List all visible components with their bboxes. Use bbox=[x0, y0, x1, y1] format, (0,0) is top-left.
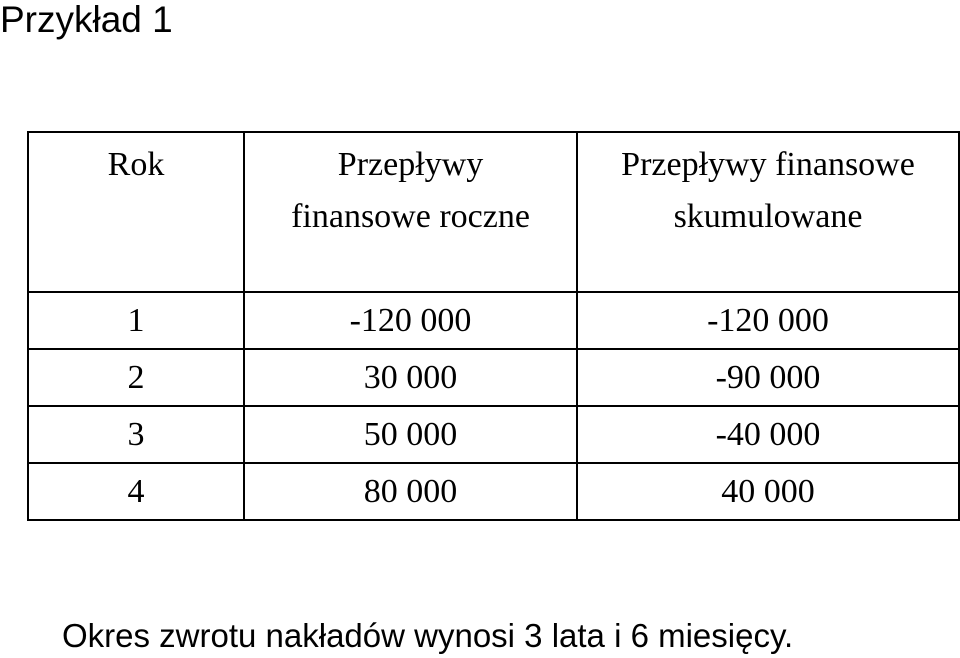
header-annual-flows bbox=[244, 132, 577, 292]
cell-year: 3 bbox=[28, 406, 244, 463]
cell-annual-flow: 30 000 bbox=[244, 349, 577, 406]
cell-annual-flow: 50 000 bbox=[244, 406, 577, 463]
table-row bbox=[28, 463, 959, 520]
header-cumulative-flows bbox=[577, 132, 959, 292]
cell-annual-flow: 80 000 bbox=[244, 463, 577, 520]
header-cumulative-flows-line-2: skumulowane bbox=[673, 198, 863, 235]
table-row bbox=[28, 406, 959, 463]
cell-year: 4 bbox=[28, 463, 244, 520]
cell-annual-flow: -120 000 bbox=[244, 292, 577, 349]
page-title: Przykład 1 bbox=[0, 0, 173, 40]
cell-year: 1 bbox=[28, 292, 244, 349]
payback-summary: Okres zwrotu nakładów wynosi 3 lata i 6 miesięcy. bbox=[62, 617, 794, 654]
header-cumulative-flows-line-1: Przepływy finansowe bbox=[621, 146, 915, 183]
cell-year: 2 bbox=[28, 349, 244, 406]
cell-cumulative-flow: -120 000 bbox=[577, 292, 959, 349]
cell-cumulative-flow: 40 000 bbox=[577, 463, 959, 520]
header-annual-flows-line-2: finansowe roczne bbox=[291, 198, 530, 235]
cell-cumulative-flow: -90 000 bbox=[577, 349, 959, 406]
header-year bbox=[28, 132, 244, 292]
header-year-line-1: Rok bbox=[107, 146, 165, 183]
table-row bbox=[28, 349, 959, 406]
table-header-row bbox=[28, 132, 959, 292]
table-row bbox=[28, 292, 959, 349]
cell-cumulative-flow: -40 000 bbox=[577, 406, 959, 463]
header-annual-flows-line-1: Przepływy bbox=[337, 146, 484, 183]
cash-flow-table bbox=[27, 131, 960, 521]
